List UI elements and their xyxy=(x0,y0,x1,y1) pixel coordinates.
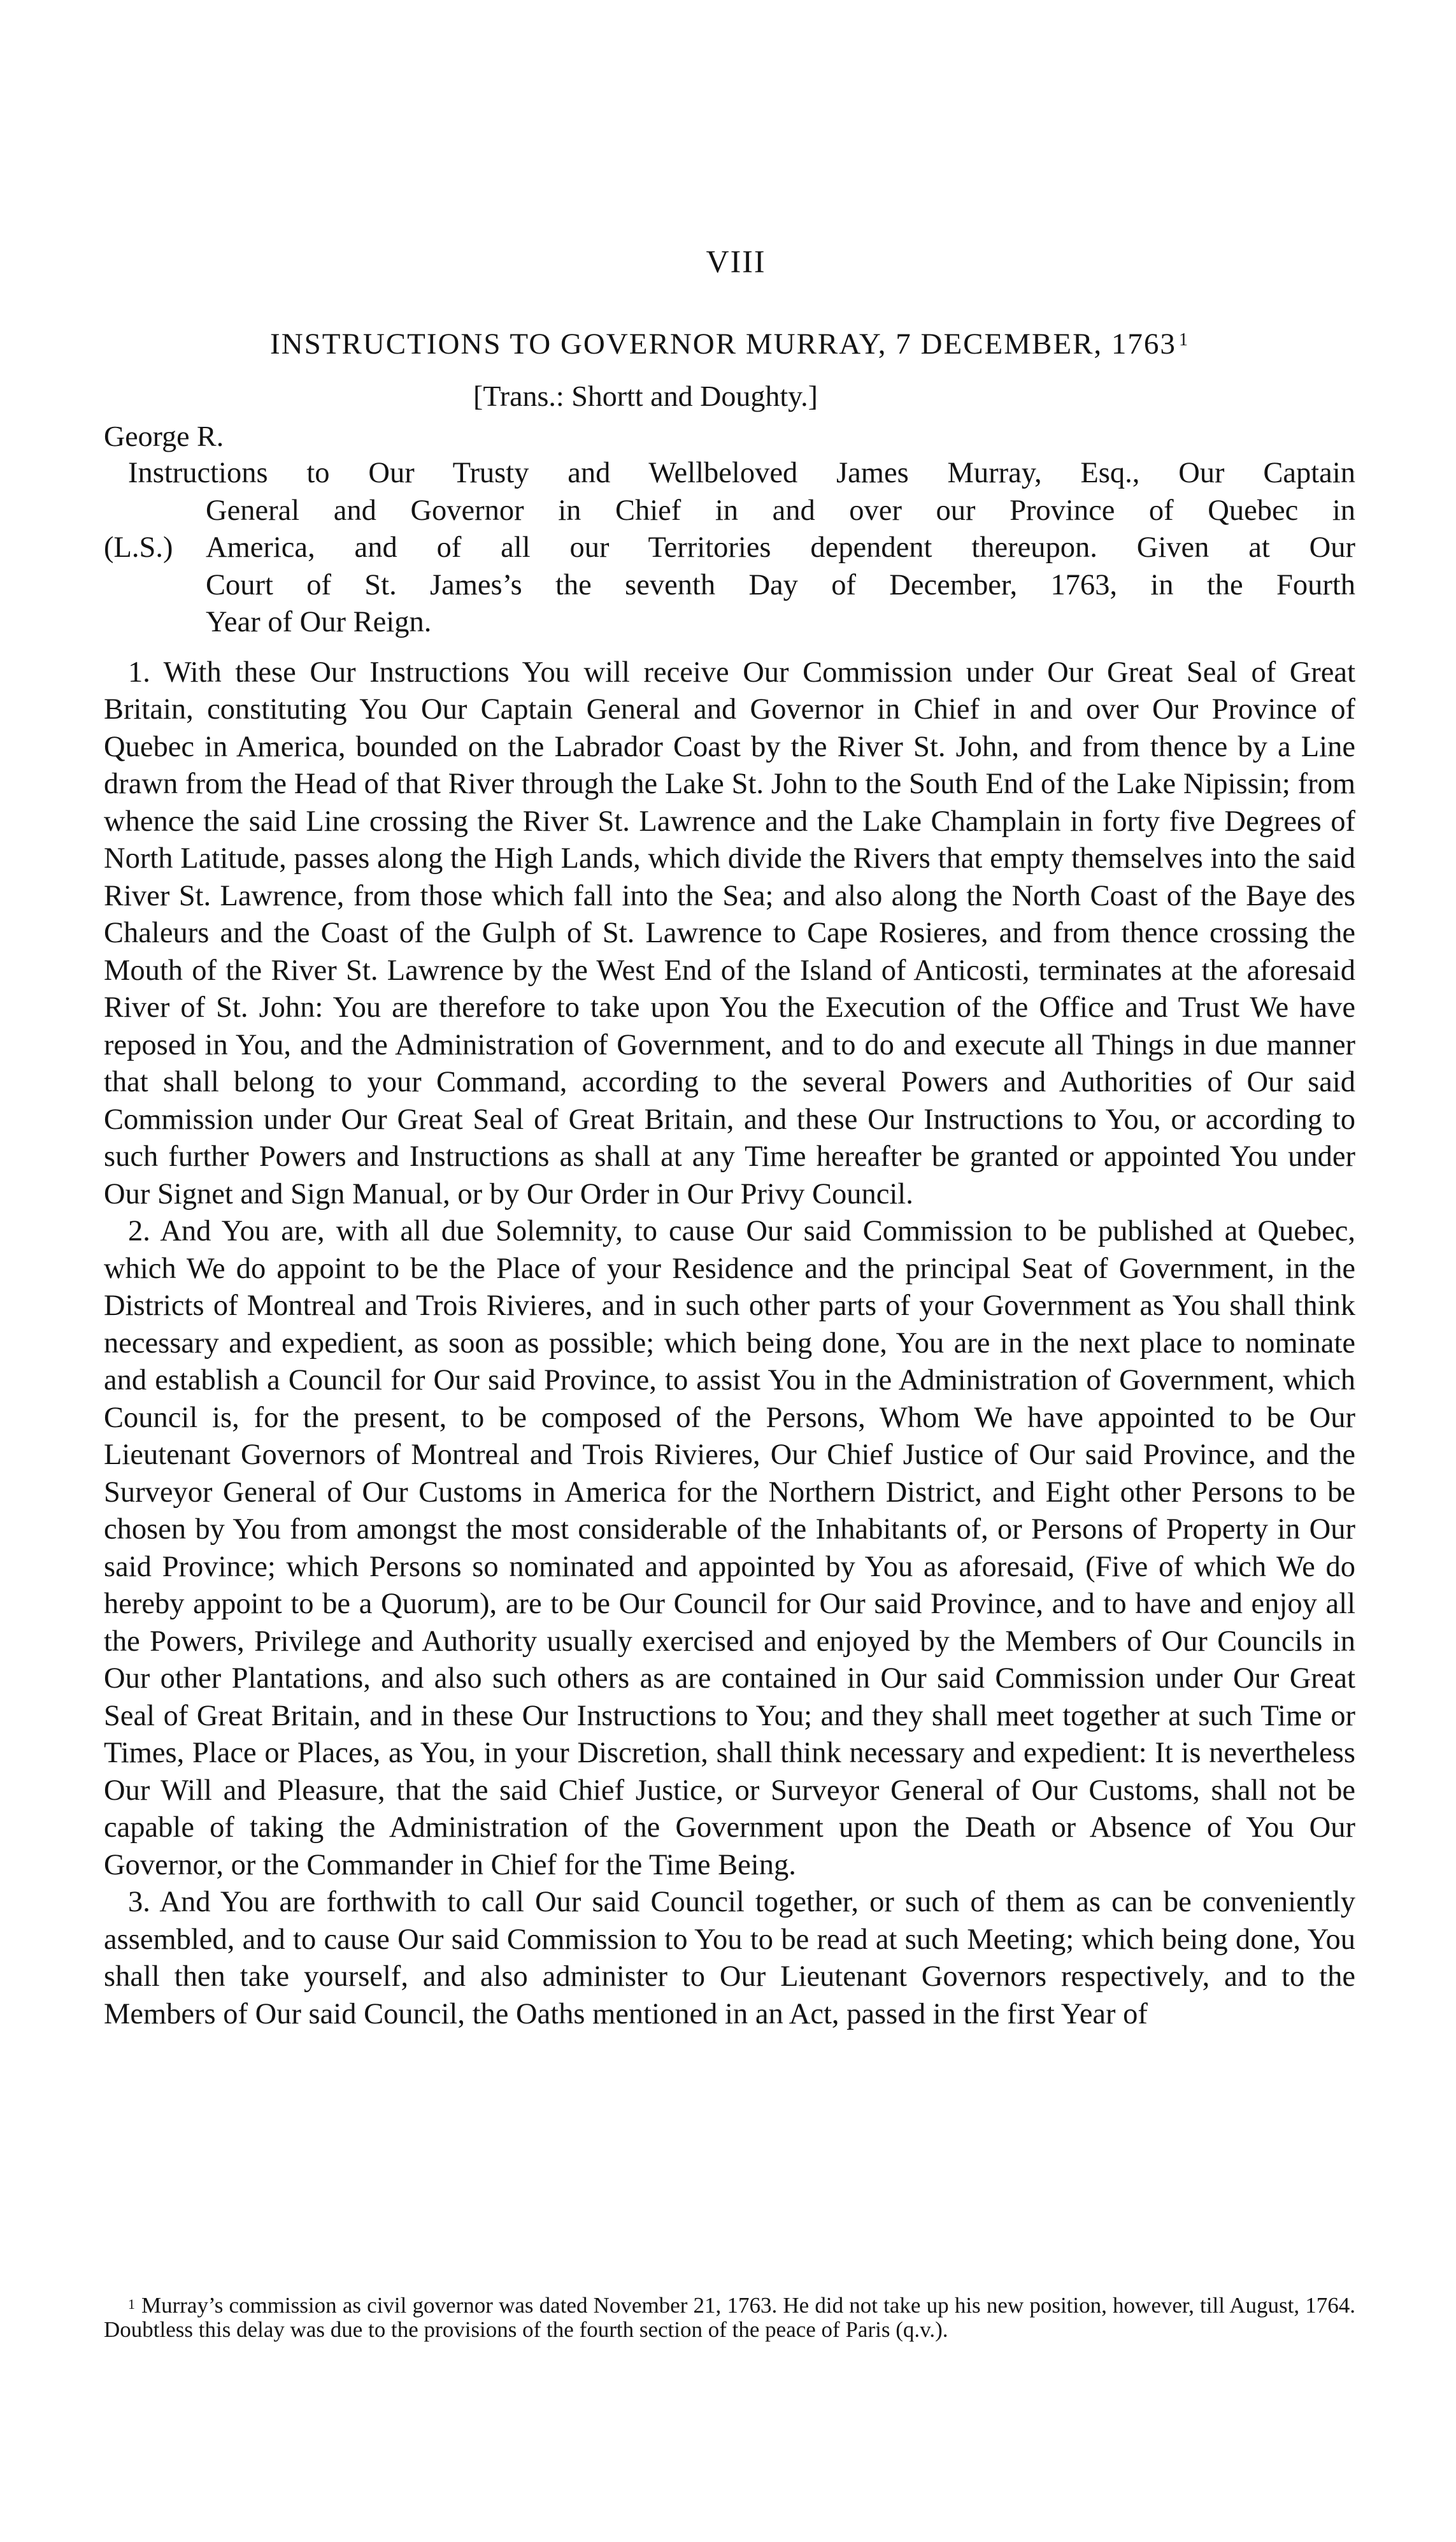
heading-line: General and Governor in Chief in and over our Province of Quebec in xyxy=(206,494,1355,527)
instructions-body xyxy=(104,654,1355,2034)
heading-line: Court of St. James’s the seventh Day of December, 1763, in the Fourth xyxy=(206,568,1355,601)
footnote-1 xyxy=(104,2294,1355,2342)
chapter-number: VIII xyxy=(706,243,766,279)
translation-credit: [Trans.: Shortt and Doughty.] xyxy=(473,380,818,412)
footnote-text: Murray’s commission as civil governor was dated November 21, 1763. He did not take up his new position, however, till August, 1764. Doubtless this delay was due to the provisions of the fourth section of the peace of Paris (q.v.). xyxy=(104,2293,1355,2342)
paragraph-3: 3. And You are forthwith to call Our said Council together, or such of them as can be conveniently assembled, and to cause Our said Commission to You to be read at such Meeting; which being done, You shall then take yourself, and also administer to Our Lieutenant Governors respectively, and to the Members of Our said Council, the Oaths mentioned in an Act, passed in the first Year of xyxy=(104,1886,1355,2030)
paragraph-2: 2. And You are, with all due Solemnity, to cause Our said Commission to be published at Quebec, which We do appoint to be the Place of your Residence and the principal Seat of Government, in the Districts of Montreal and Trois Rivieres, and in such other parts of your Government as You shall think necessary and expedient, as soon as possible; which being done, You are in the next place to nominate and establish a Council for Our said Province, to assist You in the Administration of Government, which Council is, for the present, to be composed of the Persons, Whom We have appointed to be Our Lieutenant Governors of Montreal and Trois Rivieres, Our Chief Justice of Our said Province, and the Surveyor General of Our Customs in America for the Northern District, and Eight other Persons to be chosen by You from amongst the most considerable of the Inhabitants of, or Persons of Property in Our said Province; which Persons so nominated and appointed by You as aforesaid, (Five of which We do hereby appoint to be a Quorum), are to be Our Council for Our said Province, and to have and enjoy all the Powers, Privilege and Authority usually exercised and enjoyed by the Members of Our Councils in Our other Plantations, and also such others as are contained in Our said Commission under Our Great Seal of Great Britain, and in these Our Instructions to You; and they shall meet together at such Time or Times, Place or Places, as You, in your Discretion, shall think necessary and expedient: It is nevertheless Our Will and Pleasure, that the said Chief Justice, or Surveyor General of Our Customs, shall not be capable of taking the Administration of the Government upon the Death or Absence of You Our Governor, or the Commander in Chief for the Time Being. xyxy=(104,1215,1355,1881)
chapter-title xyxy=(104,325,1355,363)
instructions-heading xyxy=(104,455,1355,642)
heading-line: America, and of all our Territories dependent thereupon. Given at Our xyxy=(206,531,1355,564)
heading-line: Instructions to Our Trusty and Wellbeloved James Murray, Esq., Our Captain xyxy=(128,457,1355,489)
footnote-marker: 1 xyxy=(128,2296,135,2312)
footnotes xyxy=(104,2294,1355,2342)
heading-line: Year of Our Reign. xyxy=(206,606,432,638)
document-page xyxy=(104,242,1355,2033)
chapter-title-text: INSTRUCTIONS TO GOVERNOR MURRAY, 7 DECEMBER, 1763 xyxy=(270,327,1176,361)
footnote-reference[interactable]: 1 xyxy=(1178,330,1189,350)
royal-signature: George R. xyxy=(104,420,224,452)
seal-mark: (L.S.) xyxy=(104,531,173,564)
paragraph-1: 1. With these Our Instructions You will receive Our Commission under Our Great Seal of Great Britain, constituting You Our Captain General and Governor in Chief in and over Our Province of Quebec in America, bounded on the Labrador Coast by the River St. John, and from thence by a Line drawn from the Head of that River through the Lake St. John to the South End of the Lake Nipissin; from whence the said Line crossing the River St. Lawrence and the Lake Champlain in forty five Degrees of North Latitude, passes along the High Lands, which divide the Rivers that empty themselves into the said River St. Lawrence, from those which fall into the Sea; and also along the North Coast of the Baye des Chaleurs and the Coast of the Gulph of St. Lawrence to Cape Rosieres, and from thence crossing the Mouth of the River St. Lawrence by the West End of the Island of Anticosti, terminates at the aforesaid River of St. John: You are therefore to take upon You the Execution of the Office and Trust We have reposed in You, and the Administration of Government, and to do and execute all Things in due manner that shall belong to your Command, according to the several Powers and Authorities of Our said Commission under Our Great Seal of Great Britain, and these Our Instructions to You, or according to such further Powers and Instructions as shall at any Time hereafter be granted or appointed You under Our Signet and Sign Manual, or by Our Order in Our Privy Council. xyxy=(104,656,1355,1210)
